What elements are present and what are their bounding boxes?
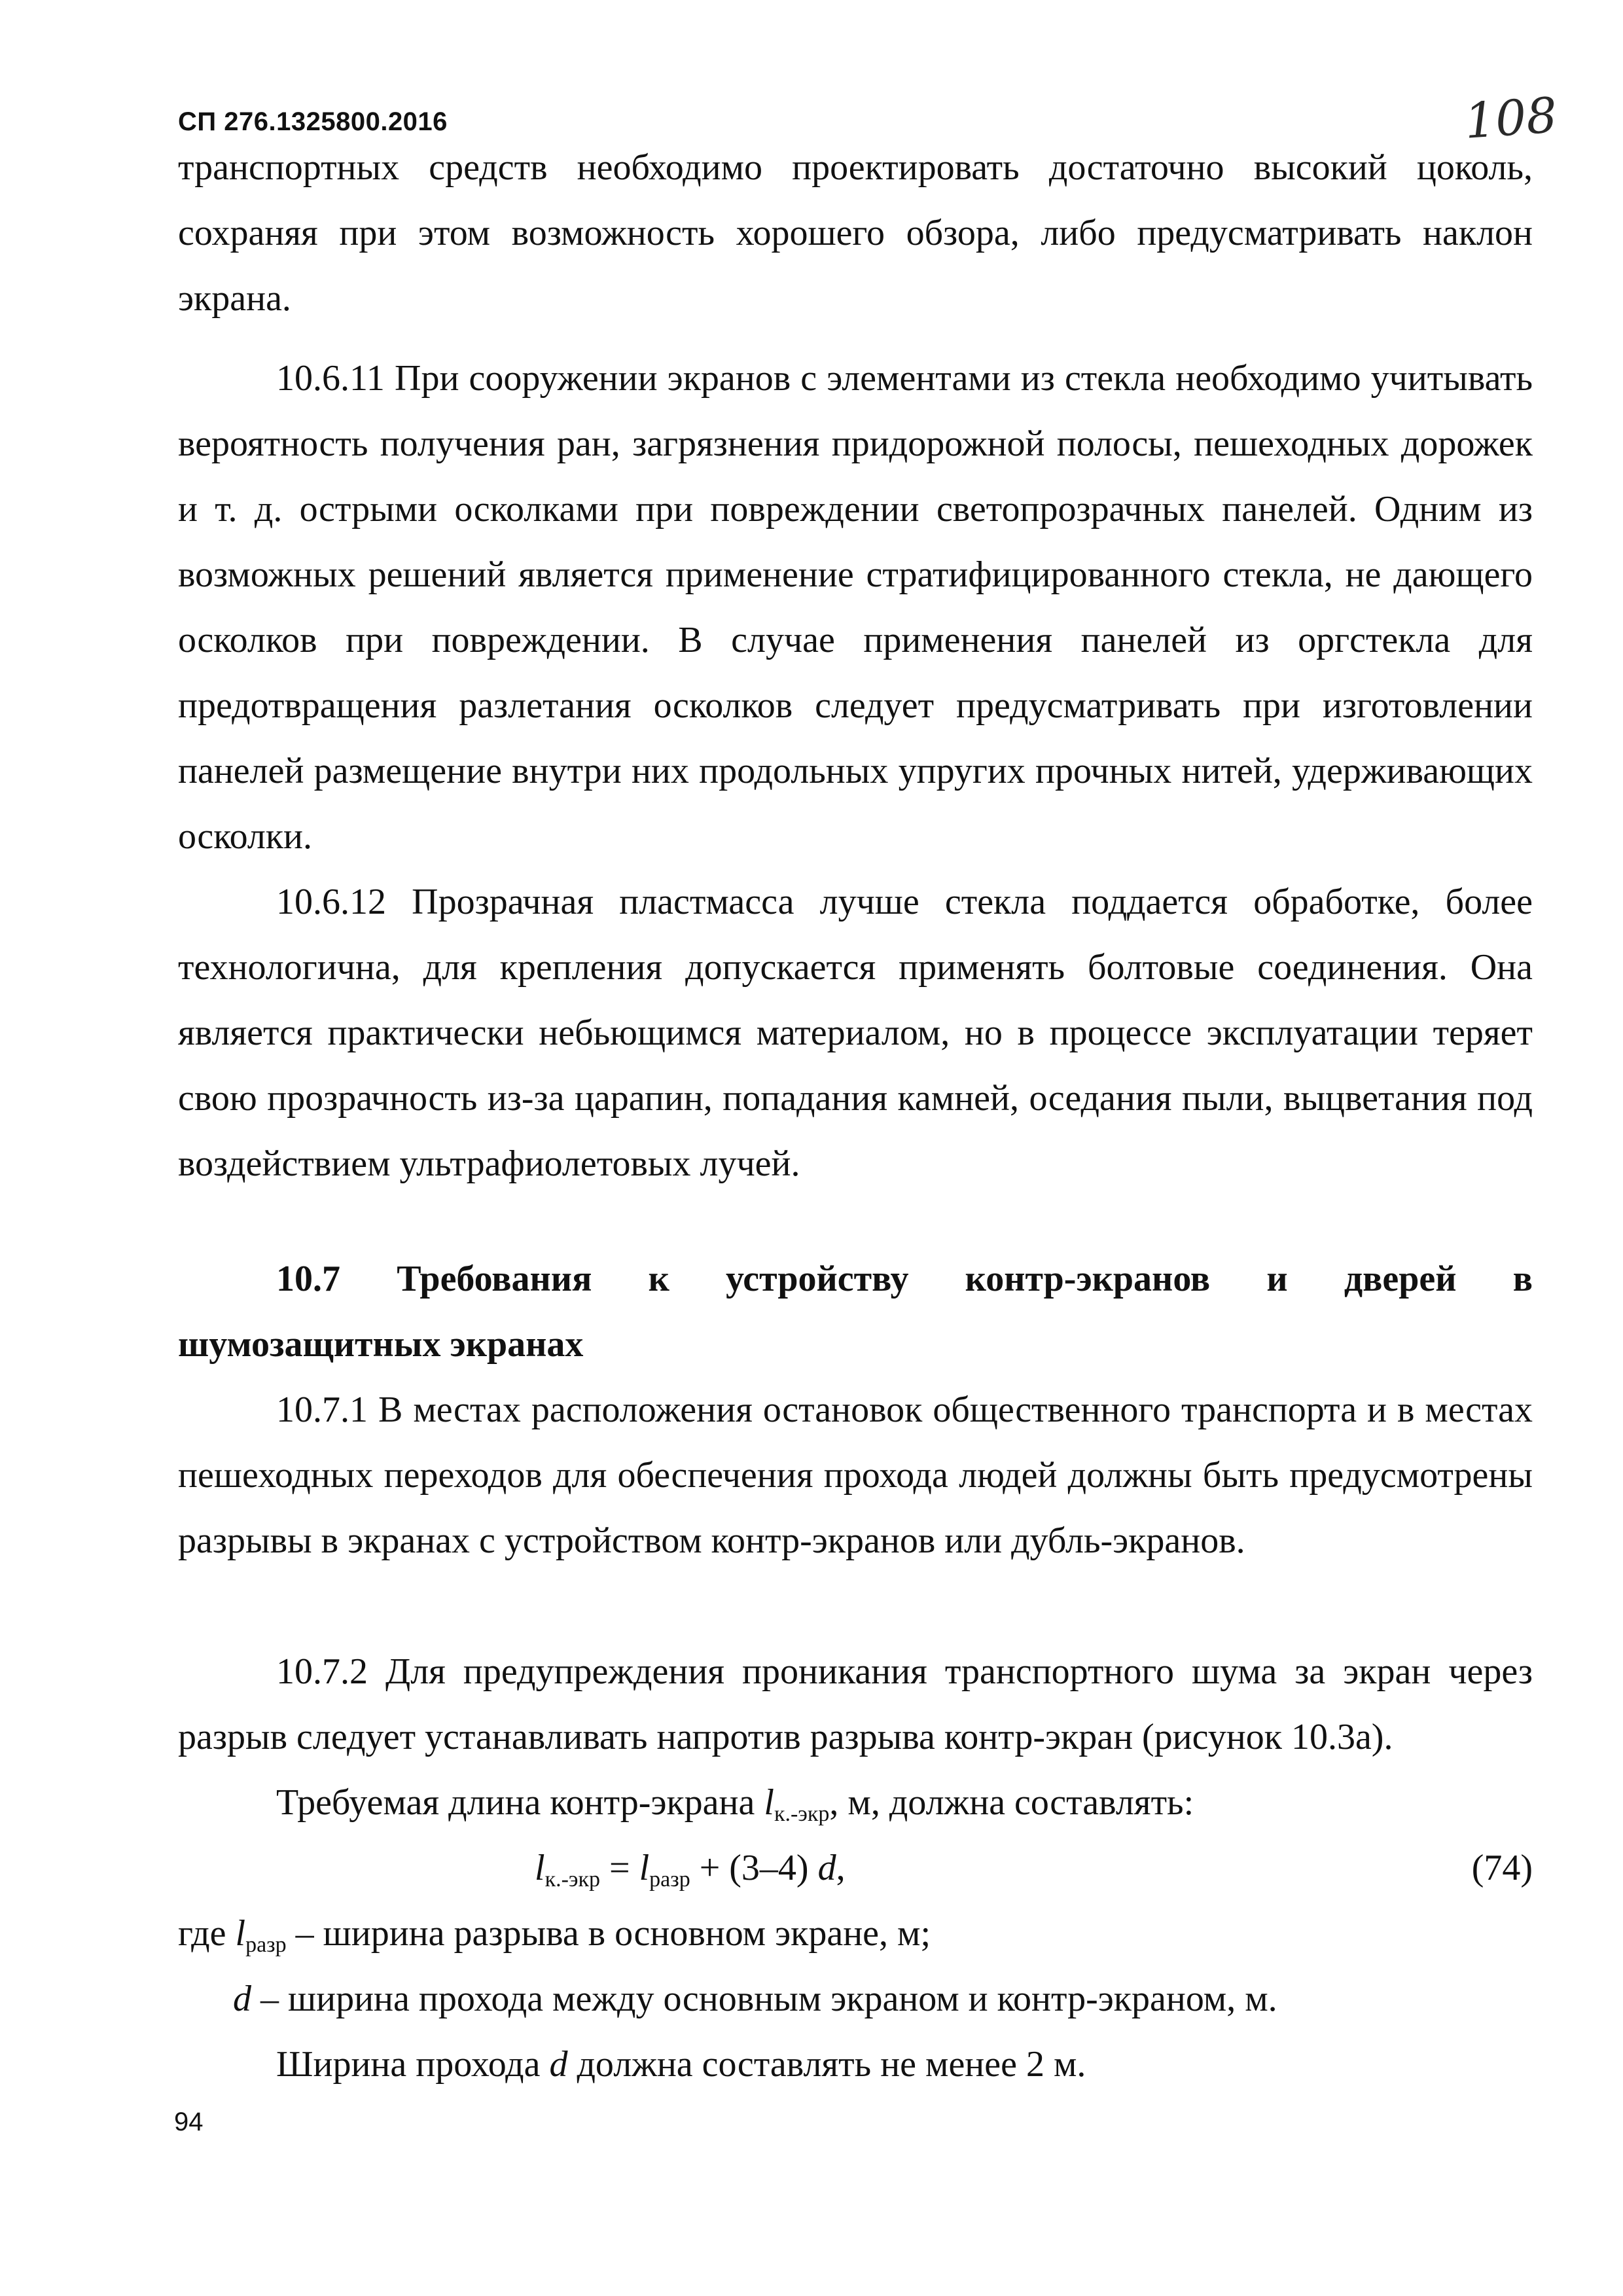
section-heading-word: в [1512, 1259, 1533, 1299]
subscript: разр [245, 1933, 287, 1957]
paragraph-10-7-2: 10.7.2 Для предупреждения проникания транспортного шума за экран через разрыв следует устанавливать напротив разрыва контр-экран (рисунок 10.3а). [178, 1651, 1533, 1757]
variable-l: l [764, 1782, 774, 1823]
paragraph-10-7-1: 10.7.1 В местах расположения остановок общественного транспорта и в местах пешеходных переходов для обеспечения прохода людей должны быть предусмотрены разрывы в экранах с устройством контр-экранов или дубль-экранов. [178, 1390, 1533, 1561]
formula-74-row [178, 1835, 1533, 1901]
formula-var: l [639, 1848, 650, 1888]
subscript: к.-экр [774, 1802, 830, 1826]
formula-var: l [535, 1848, 545, 1888]
section-heading-10-7 [178, 1246, 1533, 1377]
formula-var: d [817, 1848, 836, 1888]
width-requirement-line: Ширина прохода d должна составлять не менее 2 м. [276, 2044, 1086, 2085]
section-number: 10.7 [276, 1259, 340, 1299]
paragraph-continuation: транспортных средств необходимо проектировать достаточно высокий цоколь, сохраняя при этом возможность хорошего обзора, либо предусматривать наклон экрана. [178, 147, 1533, 319]
formula-number: (74) [1471, 1848, 1533, 1888]
page-number: 94 [174, 2108, 204, 2136]
section-heading-word: и [1266, 1259, 1288, 1299]
section-heading-line-2: шумозащитных экранах [178, 1324, 584, 1365]
formula-subscript: разр [649, 1867, 690, 1892]
section-heading-line-1 [178, 1246, 1533, 1312]
document-code: СП 276.1325800.2016 [178, 107, 448, 136]
section-heading-word: Требования [397, 1259, 592, 1299]
variable-d: d [233, 1979, 251, 2019]
paragraph-10-6-12: 10.6.12 Прозрачная пластмасса лучше стекла поддается обработке, более технологична, для крепления допускается применять болтовые соединения. Она является практически небьющимся материалом, но в процессе эксплуатации теряет свою прозрачность из-за царапин, попадания камней, оседания пыли, выцветания под воздействием ультрафиолетовых лучей. [178, 882, 1533, 1184]
definition-d: d – ширина прохода между основным экраном и контр-экраном, м. [233, 1979, 1277, 2019]
length-requirement-line: Требуемая длина контр-экрана $l_{к.-экр}$, м, должна составлять: [276, 1782, 1194, 1826]
section-heading-word: дверей [1344, 1259, 1457, 1299]
formula-74: $l_{к.-экр} = l_{разр} + (3-4)$ d, [535, 1848, 846, 1892]
section-heading-word: контр-экранов [965, 1259, 1211, 1299]
section-heading-word: устройству [726, 1259, 909, 1299]
paragraph-10-6-11: 10.6.11 При сооружении экранов с элементами из стекла необходимо учитывать вероятность получения ран, загрязнения придорожной полосы, пешеходных дорожек и т. д. острыми осколками при повреждении светопрозрачных панелей. Одним из возможных решений является применение стратифицированного стекла, не дающего осколков при повреждении. В случае применения панелей из оргстекла для предотвращения разлетания осколков следует предусматривать при изготовлении панелей размещение внутри них продольных упругих прочных нитей, удерживающих осколки. [178, 358, 1533, 857]
variable-l: l [235, 1913, 246, 1954]
section-heading-word: к [648, 1259, 669, 1299]
definition-l-razr: где $l_{разр}$ – ширина разрыва в основном экране, м; [178, 1913, 931, 1957]
variable-d: d [549, 2044, 568, 2085]
formula-subscript: к.-экр [544, 1867, 601, 1892]
handwritten-page-mark: 108 [1463, 87, 1560, 150]
